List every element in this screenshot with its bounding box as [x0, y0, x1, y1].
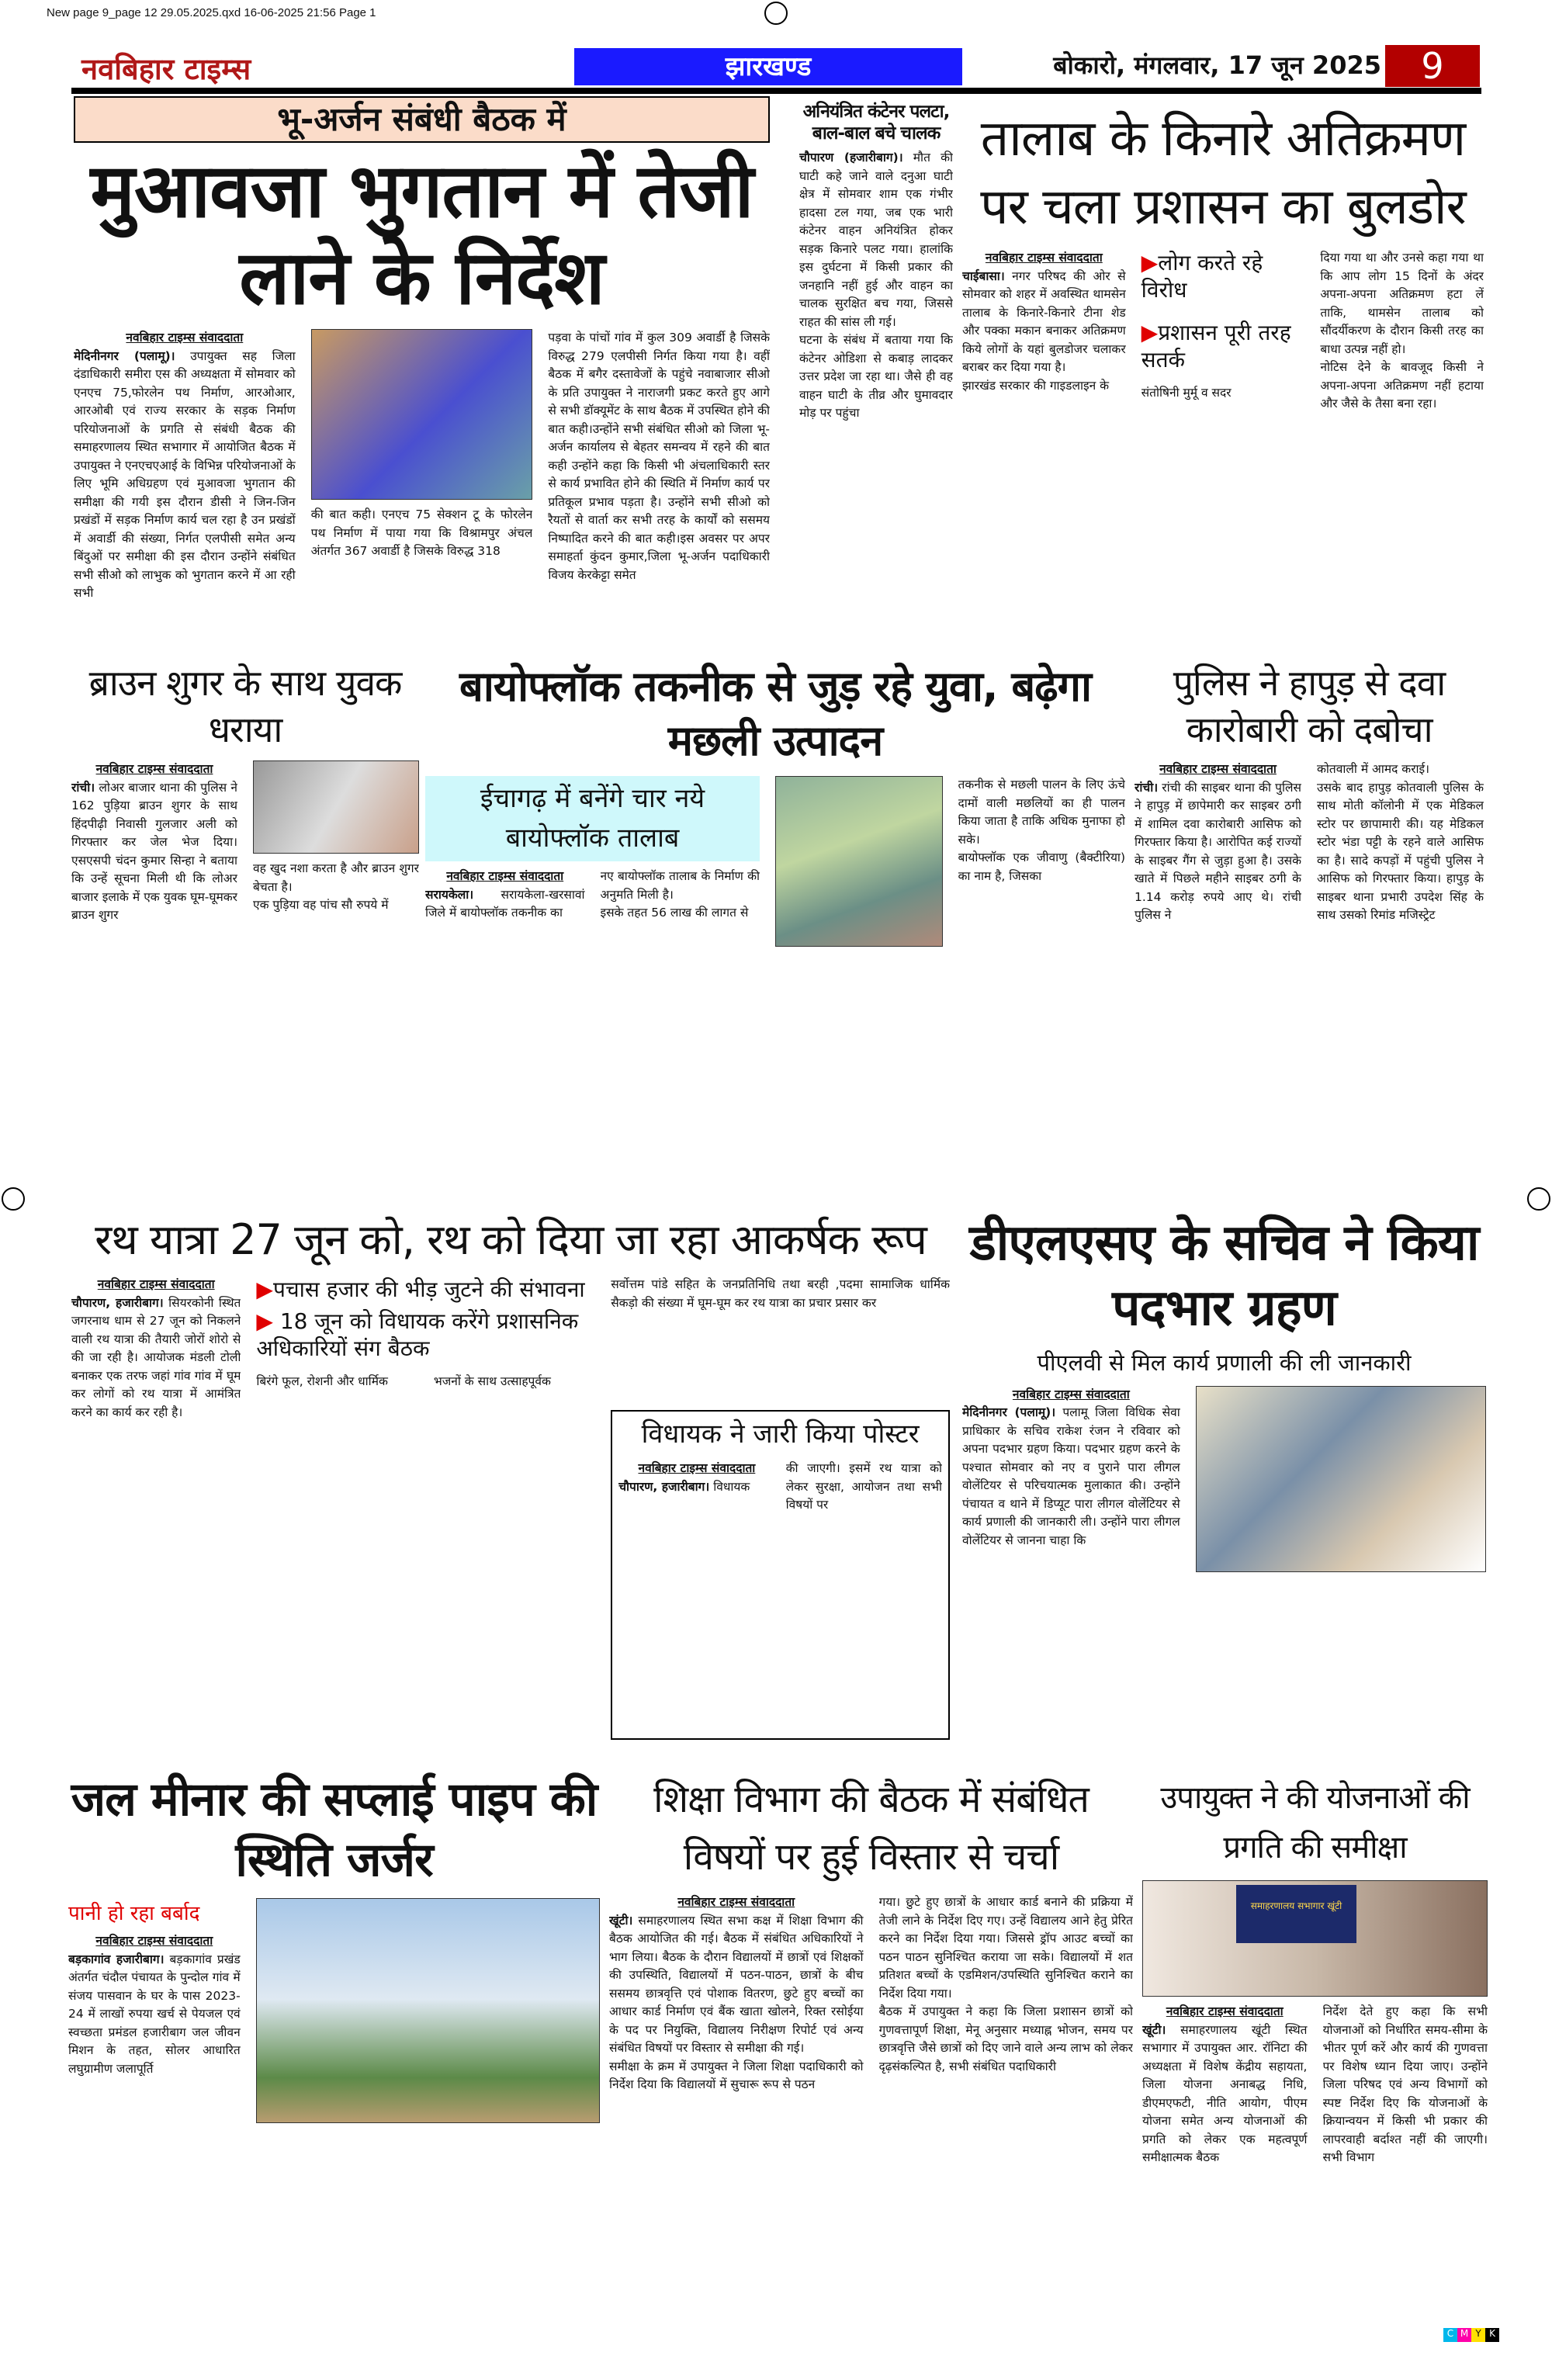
story7-bullet — [256, 1308, 595, 1362]
story-text: दिया गया था और उनसे कहा गया था कि आप लोग 15 दिनों के अंदर अपना-अपना अतिक्रमण हटा लें ताकि, थामसेन तालाब को सौंदर्यीकरण के दौरान किसी तरह का बाधा उत्पन्न नहीं हो। — [1320, 251, 1484, 356]
story12-col2: निर्देश देते हुए कहा कि सभी योजनाओं को निर्धारित समय-सीमा के भीतर पूर्ण करें और कार्य की गुणवत्ता पर विशेष ध्यान दिया जाए। उन्होंने जिला परिषद एवं अन्य विभागों को स्पष्ट निर्देश दिए कि योजनाओं के क्रियान्वयन में किसी भी प्रकार की लापरवाही बर्दाश्त नहीं की जाएगी। सभी विभाग — [1322, 2004, 1488, 2164]
story1-col3: पड़वा के पांचों गांव में कुल 309 अवार्डी है जिसके विरुद्ध 279 एलपीसी निर्गत किया गया है। वहीं बैठक में बगैर दस्तावेजों के पहुंचे नवाबाजार सीओ के प्रति उपायुक्त ने नाराजगी प्रकट करते हुए आगे से सभी डॉक्यूमेंट के साथ बैठक में उपस्थित होने की बात कही।उन्होंने सभी संबंधित सीओ को जिला भू-अर्जन कार्यालय से बेहतर समन्वय में रहने की बात कही उन्होंने कहा कि किसी भी अंचलाधिकारी स्तर से कार्य प्रभावित होने की स्थिति में निर्माण कार्य पर प्रतिकूल प्रभाव पड़ता है। उन्होंने सभी सीओ को रैयतों से वार्ता कर सभी तरह के कार्यों को ससमय निष्पादित करने की बात कही।इस अवसर पर अपर समाहर्ता कुंदन कुमार,जिला भू-अर्जन पदाधिकारी विजय केरकेट्टा समेत — [548, 331, 770, 582]
story11-col2 — [879, 1893, 1134, 2330]
story-text: बैठक में उपायुक्त ने कहा कि जिला प्रशासन छात्रों को गुणवत्तापूर्ण शिक्षा, मेनू अनुसार मध्याह्न भोजन, समय पर छात्रवृत्ति जैसे छात्रों को दिए जाने वाले अन्य लाभ को लेकर दृढ़संकल्पित है, सभी संबंधित पदाधिकारी — [878, 2004, 1133, 2073]
story-text: झारखंड सरकार की गाइडलाइन के — [962, 378, 1110, 393]
story5-col1 — [425, 868, 585, 1189]
story1 — [74, 96, 770, 625]
story-text: विधायक — [713, 1479, 750, 1494]
story3-col1 — [962, 249, 1126, 625]
story5-col3 — [958, 776, 1126, 1189]
story11-headline: शिक्षा विभाग की बैठक में संबंधित विषयों पर हुई विस्तार से चर्चा — [653, 1778, 1089, 1879]
story9 — [962, 1211, 1486, 1740]
story4-headline: ब्राउन शुगर के साथ युवक धराया — [88, 662, 402, 750]
byline: नवबिहार टाइम्स संवाददाता — [1012, 1387, 1130, 1401]
story-text: एक पुड़िया वह पांच सौ रुपये में — [253, 898, 389, 912]
story10-kicker: पानी हो रहा बर्बाद — [68, 1902, 200, 1925]
story-text: समाहरणालय खूंटी स्थित सभागार में उपायुक्त आर. रॉनिटा की अध्यक्षता में विशेष केंद्रीय सहायता, जिला योजना अनाबद्ध निधि, डीएमएफटी, नीति आयोग, पीएम योजना समेत अन्य योजनाओं की प्रगति को लेकर एक महत्वपूर्ण समीक्षात्मक बैठक — [1142, 2022, 1308, 2164]
photo-signboard: समाहरणालय सभागार खूंटी — [1236, 1885, 1356, 1943]
section-label: झारखण्ड — [574, 48, 962, 85]
story-text: नोटिस देने के बावजूद किसी ने अपना-अपना अतिक्रमण नहीं हटाया और जैसे के तैसा बना रहा। — [1320, 360, 1484, 411]
byline: नवबिहार टाइम्स संवाददाता — [126, 331, 244, 345]
dateline-place: सरायकेला। — [425, 887, 474, 902]
byline: नवबिहार टाइम्स संवाददाता — [97, 1277, 215, 1291]
story3-headline: तालाब के किनारे अतिक्रमण पर चला प्रशासन का बुलडोर — [980, 110, 1466, 236]
story-text: रांची की साइबर थाना की पुलिस ने हापुड़ में छापेमारी कर साइबर ठगी में शामिल दवा कारोबारी आसिफ को गिरफ्तार किया है। आरोपित कई राज्यों के साइबर गैंग से जुड़ा हुआ है। उसके खाते में पिछले महीने साइबर ठगी के 1.14 करोड़ रुपये आए थे। रांची पुलिस ने — [1135, 780, 1301, 922]
story8-headline: विधायक ने जारी किया पोस्टर — [641, 1419, 920, 1450]
story10-col1 — [68, 1932, 241, 2330]
byline: नवबिहार टाइम्स संवाददाता — [1166, 2004, 1284, 2018]
story6 — [1135, 660, 1484, 1189]
story8-box — [611, 1410, 950, 1740]
story7-col3: भजनों के साथ उत्साहपूर्वक — [433, 1374, 551, 1388]
masthead-rule — [71, 88, 1481, 94]
story-text: उसके बाद हापुड़ कोतवाली पुलिस के साथ मोती कॉलोनी में एक मेडिकल स्टोर पर छापामारी की। यह मेडिकल स्टोर भंडा पट्टी के रहने वाले आसिफ का है। सादे कपड़ों में पहुंची पुलिस ने आसिफ को गिरफ्तार किया। हापुड़ के साइबर थाना प्रभारी उपदेश सिंह के साथ उसको रिमांड मजिस्ट्रेट — [1317, 780, 1484, 922]
triangle-bullet-icon: ▶ — [256, 1277, 273, 1302]
dateline-place: चौपारण (हजारीबाग)। — [799, 151, 903, 165]
byline: नवबिहार टाइम्स संवाददाता — [677, 1895, 795, 1909]
fish-photo — [775, 776, 943, 947]
story1-kicker: भू-अर्जन संबंधी बैठक में — [74, 96, 770, 143]
dateline-place: चौपारण, हजारीबाग। — [71, 1295, 164, 1310]
story7-col4: सर्वोत्तम पांडे सहित के जनप्रतिनिधि तथा बरही ,पदमा सामाजिक धार्मिक सैकड़ो की संख्या में घूम-घूम कर रथ यात्रा का प्रचार प्रसार कर — [611, 1277, 950, 1310]
story-text: नगर परिषद की ओर से सोमवार को शहर में अवस्थित थामसेन तालाब के किनारे-किनारे टीना शेड और पक्का मकान बनाकर अतिक्रमण किये लोगों के यहां बुलडोजर चलाकर बराबर कर दिया गया है। — [962, 268, 1126, 374]
dateline-place: मेदिनीनगर (पलामू)। — [962, 1405, 1056, 1420]
bullet-text: 18 जून को विधायक करेंगे प्रशासनिक अधिकारियों संग बैठक — [256, 1308, 579, 1361]
handcuffs-photo — [253, 760, 419, 854]
story6-col2 — [1317, 760, 1484, 1189]
story7-bullet — [256, 1276, 595, 1303]
page-number: 9 — [1385, 45, 1480, 87]
story-text: सरायकेला-खरसावां जिले में बायोफ्लॉक तकनीक का — [425, 887, 585, 920]
story6-col1 — [1135, 760, 1301, 1189]
story10-headline: जल मीनार की सप्लाई पाइप की स्थिति जर्जर — [71, 1772, 598, 1887]
dateline-place: चाईबासा। — [962, 268, 1005, 283]
story-text: उपायुक्त सह जिला दंडाधिकारी समीरा एस की अध्यक्षता में सोमवार को एनएच 75,फोरलेन पथ निर्माण, आरओआर, आरओबी एवं राज्य सरकार के सड़क निर्माण परियोजनाओं के प्रगति से संबंधी बैठक की समाहरणालय स्थित सभागार में आयोजित बैठक में उपायुक्त ने एनएचएआई के विभिन्न परियोजनाओं के लिए भूमि अधिग्रहण एवं मुआवजा भुगतान की समीक्षा की गयी इस दौरान डीसी ने जिन-जिन प्रखंडों में सड़क निर्माण कार्य चल रहा है उन प्रखंडों में अवार्डी की संख्या, निर्गत एलपीसी समेत अन्य बिंदुओं पर समीक्षा की इस दौरान उन्होंने संबंधित सभी सीओ को लाभुक को भुगतान करने में आ रही सभी — [74, 348, 296, 600]
story5-box-headline: ईचागढ़ में बनेंगे चार नये बायोफ्लॉक तालाब — [425, 776, 760, 861]
story8-col2: की जाएगी। इसमें रथ यात्रा को लेकर सुरक्षा, आयोजन तथा सभी विषयों पर — [785, 1461, 943, 1512]
story9-col1 — [962, 1386, 1180, 1740]
story5-col2 — [601, 868, 760, 1189]
story-text: सियरकोनी स्थित जगरनाथ धाम से 27 जून को निकलने वाली रथ यात्रा की तैयारी जोरों शोरो से की जा रही है। आयोजक मंडली टोली बनाकर एक तरफ जहां गांव गांव में घूम कर लोगों को रथ यात्रा में आमंत्रित करने का कार्य कर रही है। — [71, 1295, 241, 1419]
dateline-place: मेदिनीनगर (पलामू)। — [74, 348, 175, 363]
story-text: बड़कागांव प्रखंड अंतर्गत चंदौल पंचायत के पुन्दोल गांव में संजय पासवान के घर के पास 2023-24 में लाखों रुपया खर्च से पेयजल एवं स्वच्छता प्रमंडल हजारीबाग जल जीवन मिशन के तहत, सोलर आधारित लघुग्रामीण जलापूर्ति — [68, 1952, 241, 2076]
story3-bullet — [1141, 249, 1305, 303]
story1-headline: मुआवजा भुगतान में तेजी लाने के निर्देश — [90, 147, 753, 321]
file-info: New page 9_page 12 29.05.2025.qxd 16-06-2025 21:56 Page 1 — [47, 6, 376, 19]
dateline: बोकारो, मंगलवार, 17 जून 2025 — [1053, 50, 1381, 80]
story-text: मौत की घाटी कहे जाने वाले दनुआ घाटी क्षेत्र में सोमवार शाम एक गंभीर हादसा टल गया, जब एक भारी कंटेनर वाहन अनियंत्रित होकर सड़क किनारे पलट गया। हालांकि इस दुर्घटना में किसी प्रकार की जनहानि नहीं हुई और वाहन का चालक सुरक्षित बच गया, जिससे राहत की सांस ली गई। — [799, 151, 953, 329]
story-text: बायोफ्लॉक एक जीवाणु (बैक्टीरिया) का नाम है, जिसका — [958, 850, 1125, 883]
story-text: नए बायोफ्लॉक तालाब के निर्माण की अनुमति मिली है। — [600, 869, 760, 902]
story2 — [799, 101, 953, 625]
print-mark-magenta: M — [1457, 2328, 1471, 2342]
byline: नवबिहार टाइम्स संवाददाता — [95, 1934, 213, 1948]
dateline-place: रांची। — [71, 780, 95, 795]
story1-col2: की बात कही। एनएच 75 सेक्शन टू के फोरलेन पथ निर्माण में पाया गया कि विश्रामपुर अंचल अंतर्गत 367 अवार्डी है जिसके विरुद्ध 318 — [310, 508, 533, 558]
byline: नवबिहार टाइम्स संवाददाता — [95, 762, 213, 776]
registration-mark-icon — [1527, 1187, 1550, 1211]
story6-headline: पुलिस ने हापुड़ से दवा कारोबारी को दबोचा — [1173, 662, 1446, 750]
dateline-place: बड़कागांव हजारीबाग। — [68, 1952, 165, 1966]
story4-col2 — [253, 860, 419, 1189]
story12-col1 — [1142, 2003, 1308, 2330]
bullet-text: प्रशासन पूरी तरह सतर्क — [1141, 320, 1291, 372]
story1-photo — [311, 329, 533, 500]
story7-col1 — [71, 1276, 241, 1740]
story-text: समीक्षा के क्रम में उपायुक्त ने जिला शिक्षा पदाधिकारी को निर्देश दिया कि विद्यालयों में सुचारू रूप से पठन — [609, 2059, 864, 2091]
dateline-place: खूंटी। — [609, 1913, 633, 1928]
story3-bullet — [1141, 319, 1305, 373]
print-mark-black: K — [1485, 2328, 1499, 2342]
bullet-text: पचास हजार की भीड़ जुटने की संभावना — [272, 1277, 585, 1302]
byline: नवबिहार टाइम्स संवाददाता — [985, 251, 1103, 265]
story-text: गया। छुटे हुए छात्रों के आधार कार्ड बनाने की प्रक्रिया में तेजी लाने के निर्देश दिए गए। उन्हें विद्यालय आने हेतु प्रेरित करने का निर्देश दिया गया। जिससे ड्रॉप आउट बच्चों का पठन पाठन सुनिश्चित कराया जा सके। विद्यालयों में शत प्रतिशत बच्चों के एडमिशन/उपस्थिति सुनिश्चित कराने का निर्देश दिया गया। — [878, 1895, 1133, 2001]
story8-col1 — [618, 1460, 774, 1735]
print-mark-yellow: Y — [1471, 2328, 1485, 2342]
byline: नवबिहार टाइम्स संवाददाता — [1159, 762, 1277, 776]
story3 — [962, 105, 1484, 625]
story9-subhead: पीएलवी से मिल कार्य प्रणाली की ली जानकारी — [1037, 1349, 1412, 1376]
story11-col1 — [609, 1893, 864, 2330]
registration-mark-icon — [2, 1187, 25, 1211]
story9-photo — [1196, 1386, 1486, 1572]
bullet-text: लोग करते रहे विरोध — [1141, 250, 1263, 303]
story3-col2: संतोषिनी मुर्मू व सदर — [1141, 386, 1232, 400]
story11 — [609, 1771, 1133, 2330]
story-text: समाहरणालय स्थित सभा कक्ष में शिक्षा विभाग की बैठक आयोजित की गई। बैठक में संबंधित अधिकारियों ने भाग लिया। बैठक के दौरान विद्यालयों में छात्रों एवं शिक्षकों की उपस्थिति, विद्यालयों में पठन-पाठन, छात्रों के बीच ससमय छात्रवृत्ति एवं पोशाक वितरण, छुटे हुए बच्चों का आधार कार्ड निर्माण एवं बैंक खाता खोलने, रिक्त रसोईया के पद पर नियुक्ति, विद्यालय निरीक्षण रिपोर्ट एवं अन्य संबंधित विषयों पर विस्तार से समीक्षा की गई। — [609, 1913, 864, 2055]
story-text: इसके तहत 56 लाख की लागत से — [600, 906, 749, 920]
story12-photo — [1142, 1880, 1488, 1997]
dateline-place: रांची। — [1135, 780, 1159, 795]
story2-headline: अनियंत्रित कंटेनर पलटा, बाल-बाल बचे चालक — [802, 102, 950, 144]
story10 — [68, 1769, 600, 2330]
triangle-bullet-icon: ▶ — [1141, 320, 1159, 345]
story2-text — [799, 149, 953, 625]
story7-bullets — [256, 1276, 595, 1367]
story-text: तकनीक से मछली पालन के लिए ऊंचे दामों वाली मछलियों का ही पालन किया जाता है ताकि अधिक मुनाफा हो सके। — [958, 778, 1125, 847]
story5 — [425, 660, 1125, 1189]
story5-headline: बायोफ्लॉक तकनीक से जुड़ रहे युवा, बढ़ेगा मछली उत्पादन — [459, 662, 1091, 765]
byline: नवबिहार टाइम्स संवाददाता — [638, 1461, 756, 1475]
story12-headline: उपायुक्त ने की योजनाओं की प्रगति की समीक्षा — [1160, 1780, 1470, 1866]
story4-col1 — [71, 760, 237, 1189]
story7-headline: रथ यात्रा 27 जून को, रथ को दिया जा रहा आकर्षक रूप — [95, 1215, 927, 1264]
registration-mark-icon — [764, 2, 788, 25]
story-text: घटना के संबंध में बताया गया कि कंटेनर ओडिशा से कबाड़ लादकर उत्तर प्रदेश जा रहा था। जैसे ही वह वाहन घाटी के तीव्र और घुमावदार मोड़ पर पहुंचा — [799, 333, 953, 420]
story-text: वह खुद नशा करता है और ब्राउन शुगर बेचता है। — [253, 861, 419, 894]
story3-col3 — [1320, 249, 1484, 625]
byline: नवबिहार टाइम्स संवाददाता — [446, 869, 564, 883]
story7-col2: बिरंगे फूल, रोशनी और धार्मिक — [256, 1374, 388, 1388]
story-text: पलामू जिला विधिक सेवा प्राधिकार के सचिव राकेश रंजन ने रविवार को अपना पदभार ग्रहण किया। पदभार ग्रहण करने के पश्चात सोमवार को नए व पुराने पारा लीगल वोलेंटियर से परिचयात्मक मुलाकात की। उन्होंने पंचायत व थाने में डिप्यूट पारा लीगल वोलेंटियर से कार्य प्रणाली की जानकारी ली। उन्होंने पारा लीगल वोलेंटियर से जानना चाहा कि — [962, 1405, 1180, 1547]
story-text: कोतवाली में आमद कराई। — [1317, 762, 1430, 776]
story12 — [1142, 1773, 1488, 2330]
water-tower-photo — [256, 1898, 600, 2123]
print-mark-cyan: C — [1443, 2328, 1457, 2342]
story1-col1 — [74, 329, 296, 625]
dateline-place: खूंटी। — [1142, 2022, 1166, 2037]
story9-headline: डीएलएसए के सचिव ने किया पदभार ग्रहण — [969, 1214, 1479, 1337]
newspaper-logo: नवबिहार टाइम्स — [81, 52, 251, 86]
triangle-bullet-icon: ▶ — [256, 1308, 273, 1334]
triangle-bullet-icon: ▶ — [1141, 250, 1159, 275]
story3-bullets — [1141, 249, 1305, 378]
story4 — [71, 660, 419, 1189]
story7 — [71, 1212, 950, 1740]
dateline-place: चौपारण, हजारीबाग। — [618, 1479, 710, 1494]
story-text: लोअर बाजार थाना की पुलिस ने 162 पुड़िया ब्राउन शुगर के साथ हिंदपीढ़ी निवासी गुलजार अली को गिरफ्तार कर जेल भेज दिया। एसएसपी चंदन कुमार सिन्हा ने बताया कि उन्हें सूचना मिली थी कि लोअर बाजार इलाके में एक युवक घूम-घूमकर ब्राउन शुगर — [71, 780, 237, 922]
